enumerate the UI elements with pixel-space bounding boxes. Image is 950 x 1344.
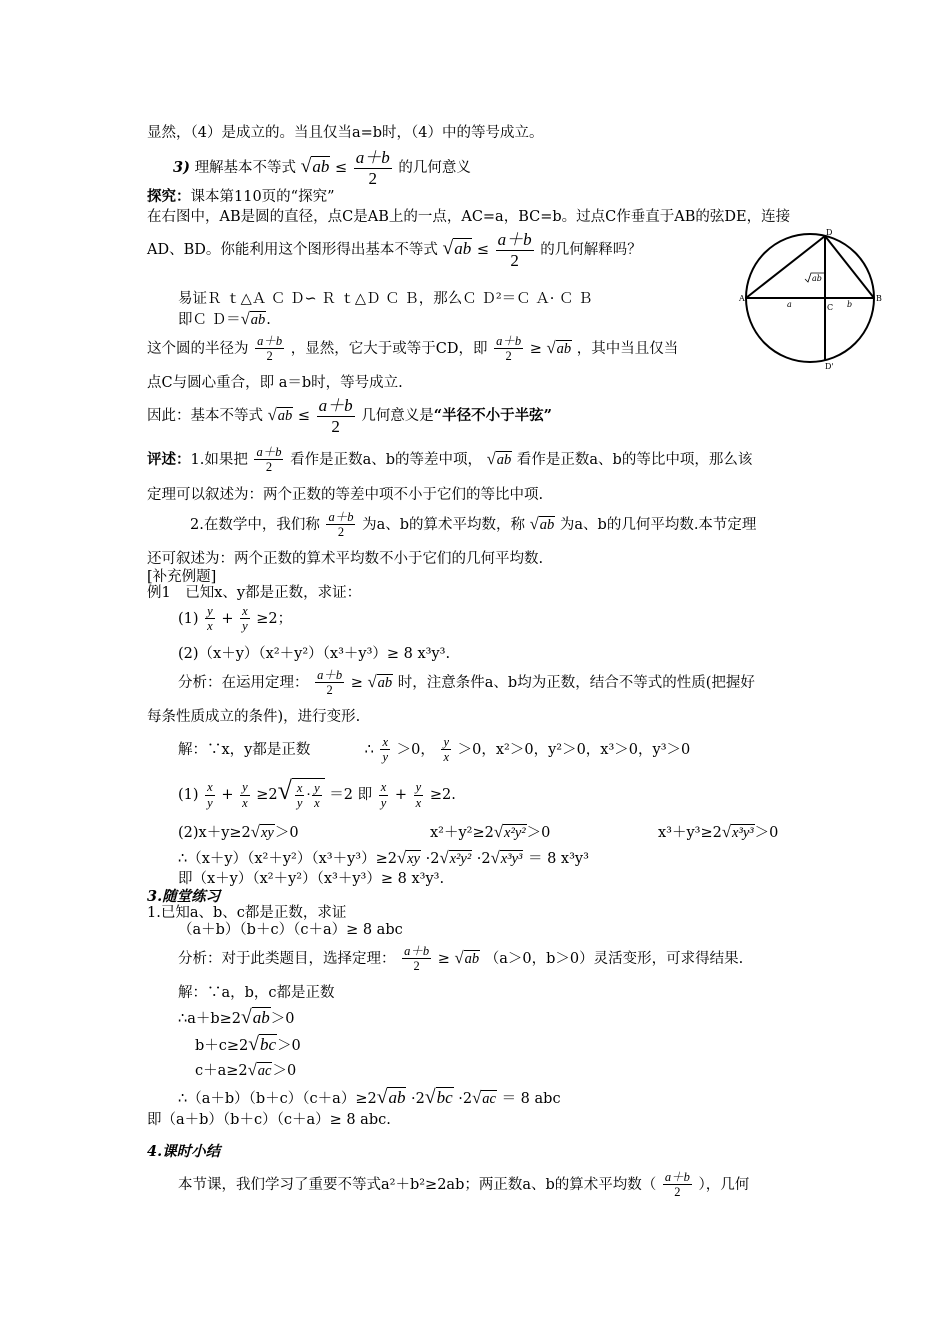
explore-heading: 探究：课本第110页的“探究”	[147, 188, 335, 205]
text-line: 在右图中，AB是圆的直径，点C是AB上的一点，AC=a，BC=b。过点C作垂直于AB的弦DE，连接	[147, 209, 791, 225]
text-line: 这个圆的半径为 $\frac{a+b}{2}$ ，显然，它大于或等于CD，即 $\frac{a+b}{2}$ ≥ √ab ，其中当且仅当	[147, 334, 679, 364]
text-line: (1) $\frac{y}{x}$ + $\frac{x}{y}$ ≥2；	[178, 604, 293, 634]
sqrt-ab: √ab	[300, 156, 330, 178]
text-line: ∴a＋b≥2√ab＞0	[178, 1007, 295, 1028]
text-line: ∴（x＋y）（x²＋y²）（x³＋y³）≥2√xy ·2√x²y² ·2√x³y³ ＝ 8 x³y³	[178, 848, 589, 867]
text-line: ∴（a＋b）（b＋c）（c＋a）≥2√ab ·2√bc ·2√ac ＝ 8 abc	[178, 1087, 561, 1108]
text-line: 因此：基本不等式 √ab ≤ $\frac{a+b}{2}$ 几何意义是“半径不小于半弦”	[147, 396, 552, 436]
fraction: $\frac{a+b}{2}$	[355, 148, 390, 188]
text-line: 分析：在运用定理： $\frac{a+b}{2}$ ≥ √ab 时，注意条件a、b均为正数，结合不等式的性质(把握好	[178, 668, 755, 698]
text-line: (2)x＋y≥2√xy＞0	[178, 822, 299, 841]
label-b-length: b	[847, 300, 853, 309]
text-line: 1.已知a、b、c都是正数，求证	[147, 905, 347, 921]
label-sqrt-ab: ab	[812, 274, 822, 283]
section-heading-practice: 3.随堂练习	[147, 888, 221, 905]
circle-diagram	[735, 222, 885, 372]
section-label: [补充例题]	[147, 569, 217, 585]
text-line: 显然，（4）是成立的。当且仅当a=b时，（4）中的等号成立。	[147, 125, 544, 141]
label-c-point: C	[827, 303, 834, 312]
text-line: 解：∵a，b，c都是正数	[178, 985, 335, 1001]
label-a-point: A	[739, 294, 745, 303]
text-line: 点C与圆心重合，即 a＝b时，等号成立.	[147, 375, 403, 391]
text-line: （a＋b）（b＋c）（c＋a）≥ 8 abc	[178, 922, 403, 938]
text-line: 2.在数学中，我们称 $\frac{a+b}{2}$ 为a、b的算术平均数，称 √ab 为a、b的几何平均数.本节定理	[190, 510, 757, 540]
text-line: AD、BD。你能利用这个图形得出基本不等式 √ab ≤ $\frac{a+b}{2}$ 的几何解释吗？	[147, 230, 642, 270]
text-line: 分析：对于此类题目，选择定理： $\frac{a+b}{2}$ ≥ √ab （a＞0，b＞0）灵活变形，可求得结果.	[178, 944, 744, 974]
text-line: 还可叙述为：两个正数的算术平均数不小于它们的几何平均数.	[147, 551, 544, 567]
text-line: 定理可以叙述为：两个正数的等差中项不小于它们的等比中项.	[147, 487, 544, 503]
text-line: (2)（x＋y）（x²＋y²）（x³＋y³）≥ 8 x³y³.	[178, 646, 451, 662]
text-line: 即Ｃ Ｄ＝√ab.	[178, 309, 271, 328]
text-line: 即（x＋y）（x²＋y²）（x³＋y³）≥ 8 x³y³.	[178, 871, 445, 887]
text-line: 每条性质成立的条件)，进行变形.	[147, 709, 361, 725]
text-line: x²＋y²≥2√x²y²＞0	[430, 822, 551, 841]
label-d-point: D	[826, 228, 833, 237]
example-heading: 例1 已知x、y都是正数，求证：	[147, 585, 362, 601]
section-heading-summary: 4.课时小结	[147, 1143, 221, 1160]
text-line: b＋c≥2√bc＞0	[195, 1034, 301, 1055]
label-a-length: a	[787, 300, 792, 309]
comment-line: 评述：1.如果把 $\frac{a+b}{2}$ 看作是正数a、b的等差中项， √ab 看作是正数a、b的等比中项，那么该	[147, 445, 753, 475]
text-line: (1) $\frac{x}{y}$ + $\frac{y}{x}$ ≥2√ $\frac{x}{y}$ · $\frac{y}{x}$ ＝2 即 $\frac{x}{y}$ + $\frac{y}{x}$ ≥2.	[178, 776, 456, 811]
text-line: 即（a＋b）（b＋c）（c＋a）≥ 8 abc.	[147, 1112, 391, 1128]
text-line: 易证Ｒ ｔ△Ａ Ｃ Ｄ∽ Ｒ ｔ△Ｄ Ｃ Ｂ，那么Ｃ Ｄ²＝Ｃ Ａ· Ｃ Ｂ	[178, 291, 593, 307]
segment-ad	[746, 236, 825, 298]
text-line: x³＋y³≥2√x³y³＞0	[658, 822, 779, 841]
text-line: c＋a≥2√ac＞0	[195, 1060, 297, 1079]
subheading-geometric-meaning: 3) 理解基本不等式 √ab ≤ $\frac{a+b}{2}$ 的几何意义	[173, 148, 471, 188]
label-e-point: D'	[825, 362, 834, 371]
label-b-point: B	[876, 294, 882, 303]
text-line: 本节课，我们学习了重要不等式a²＋b²≥2ab；两正数a、b的算术平均数（ $\frac{a+b}{2}$ ），几何	[178, 1170, 750, 1200]
text-line: 解：∵x，y都是正数 ∴ $\frac{x}{y}$ ＞0， $\frac{y}{x}$ ＞0，x²＞0，y²＞0，x³＞0，y³＞0	[178, 735, 691, 765]
